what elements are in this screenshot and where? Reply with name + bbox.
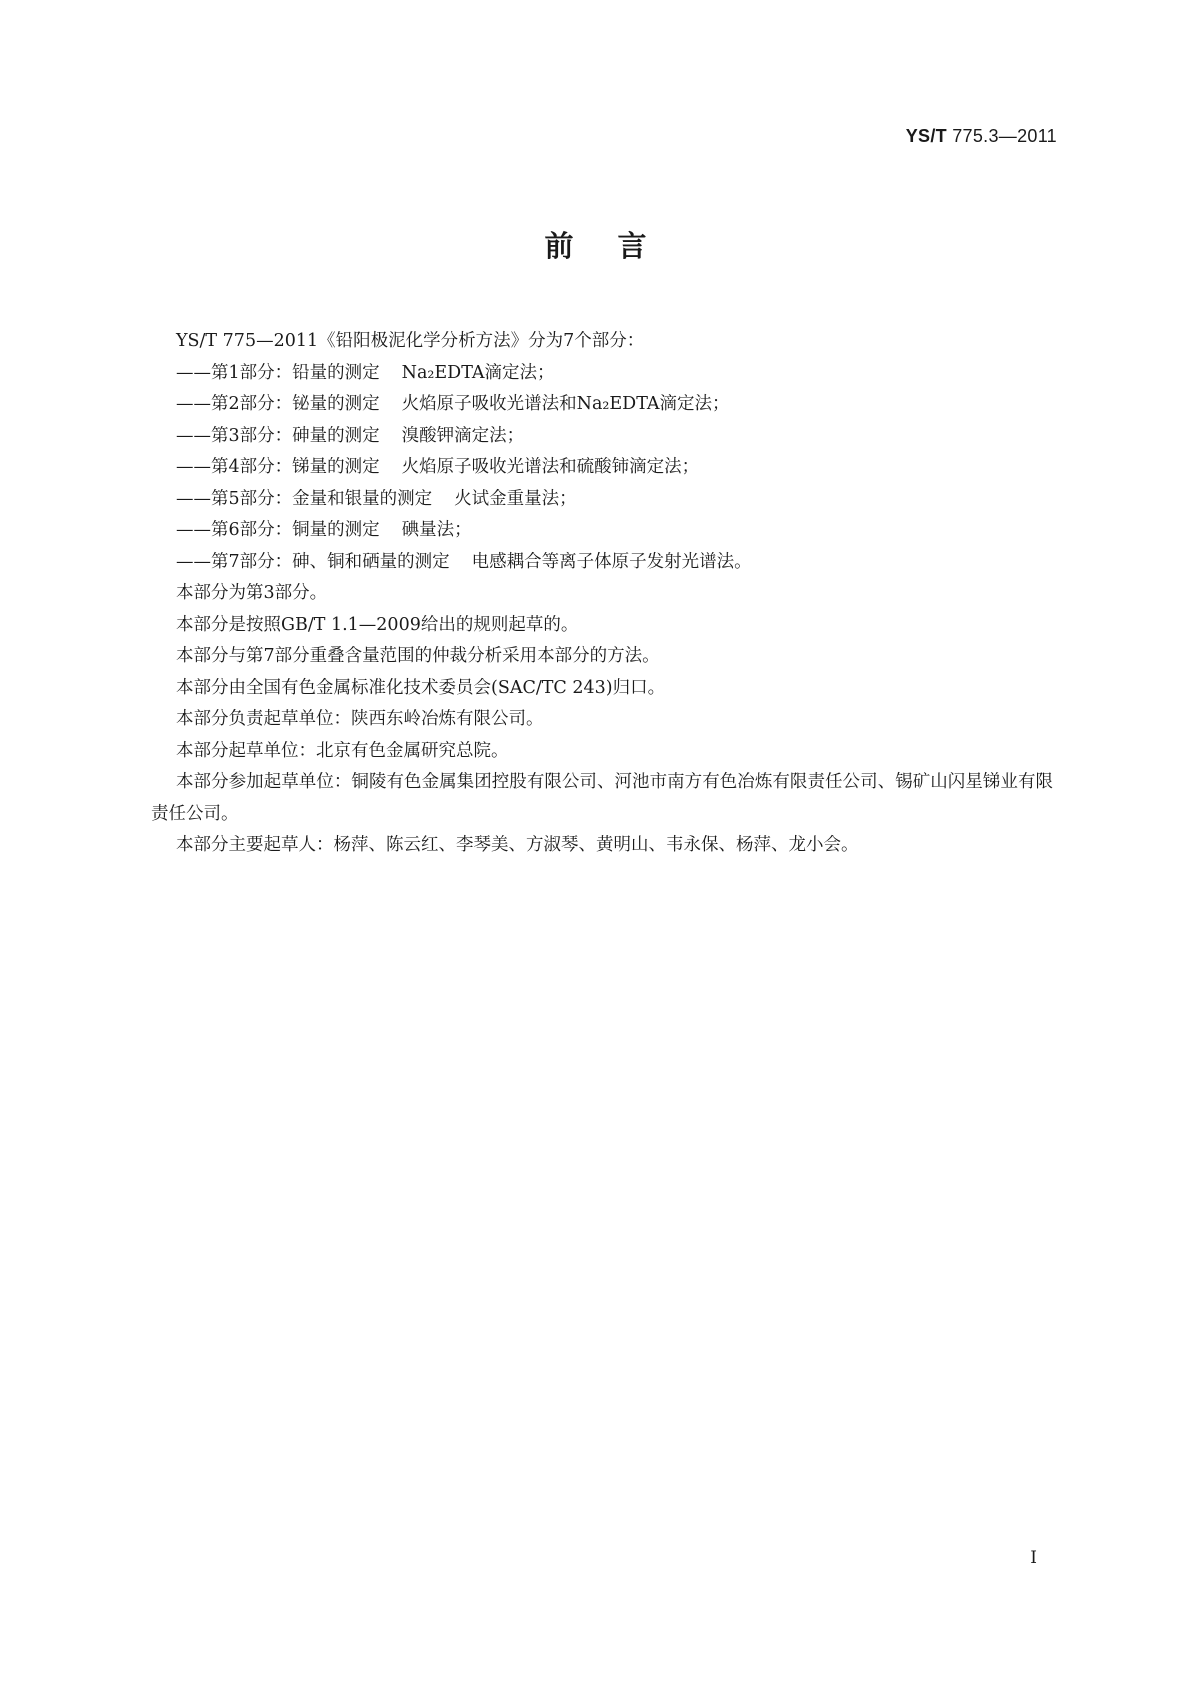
statement-paragraph: 本部分为第3部分。 xyxy=(176,583,328,603)
page-number: I xyxy=(1030,1548,1037,1568)
part-label: ——第4部分：锑量的测定 xyxy=(176,457,380,477)
participating-units-paragraph: 本部分参加起草单位：铜陵有色金属集团控股有限公司、河池市南方有色冶炼有限责任公司、锡矿山闪星锑业有限责任公司。 xyxy=(151,772,1053,824)
intro-paragraph: YS/T 775—2011《铅阳极泥化学分析方法》分为7个部分： xyxy=(176,331,645,351)
part-method: Na₂EDTA滴定法； xyxy=(401,362,555,383)
part-method: 火焰原子吸收光谱法和硫酸铈滴定法； xyxy=(401,457,700,477)
part-method: 火试金重量法； xyxy=(454,488,577,509)
part-label: ——第6部分：铜量的测定 xyxy=(176,520,380,540)
foreword-body xyxy=(151,326,1053,862)
drafters-paragraph: 本部分主要起草人：杨萍、陈云红、李琴美、方淑琴、黄明山、韦永保、杨萍、龙小会。 xyxy=(176,835,859,855)
standard-prefix: YS/T xyxy=(905,126,947,146)
part-method: 溴酸钾滴定法； xyxy=(401,425,525,446)
standard-number-header xyxy=(906,126,1057,147)
part-method: 碘量法； xyxy=(401,520,472,540)
statement-paragraph: 本部分是按照GB/T 1.1—2009给出的规则起草的。 xyxy=(176,614,579,635)
page-title: 前言 xyxy=(544,229,691,263)
statement-paragraph: 本部分起草单位：北京有色金属研究总院。 xyxy=(176,740,509,761)
part-item xyxy=(151,389,1053,421)
part-method: 火焰原子吸收光谱法和Na₂EDTA滴定法； xyxy=(401,394,730,414)
part-item xyxy=(151,484,1053,516)
part-item xyxy=(151,358,1053,390)
standard-number: 775.3—2011 xyxy=(952,126,1057,146)
part-label: ——第3部分：砷量的测定 xyxy=(176,425,380,446)
part-label: ——第7部分：砷、铜和硒量的测定 xyxy=(176,551,450,572)
statement-paragraph: 本部分由全国有色金属标准化技术委员会(SAC/TC 243)归口。 xyxy=(176,677,666,698)
part-item xyxy=(151,452,1053,484)
part-label: ——第1部分：铅量的测定 xyxy=(176,362,380,383)
part-item xyxy=(151,547,1053,579)
part-method: 电感耦合等离子体原子发射光谱法。 xyxy=(471,551,752,572)
part-item xyxy=(151,421,1053,453)
statement-paragraph: 本部分与第7部分重叠含量范围的仲裁分析采用本部分的方法。 xyxy=(176,646,660,666)
statement-paragraph: 本部分负责起草单位：陕西东岭冶炼有限公司。 xyxy=(176,709,544,729)
part-label: ——第2部分：铋量的测定 xyxy=(176,394,380,414)
part-item xyxy=(151,515,1053,547)
part-label: ——第5部分：金量和银量的测定 xyxy=(176,488,433,509)
